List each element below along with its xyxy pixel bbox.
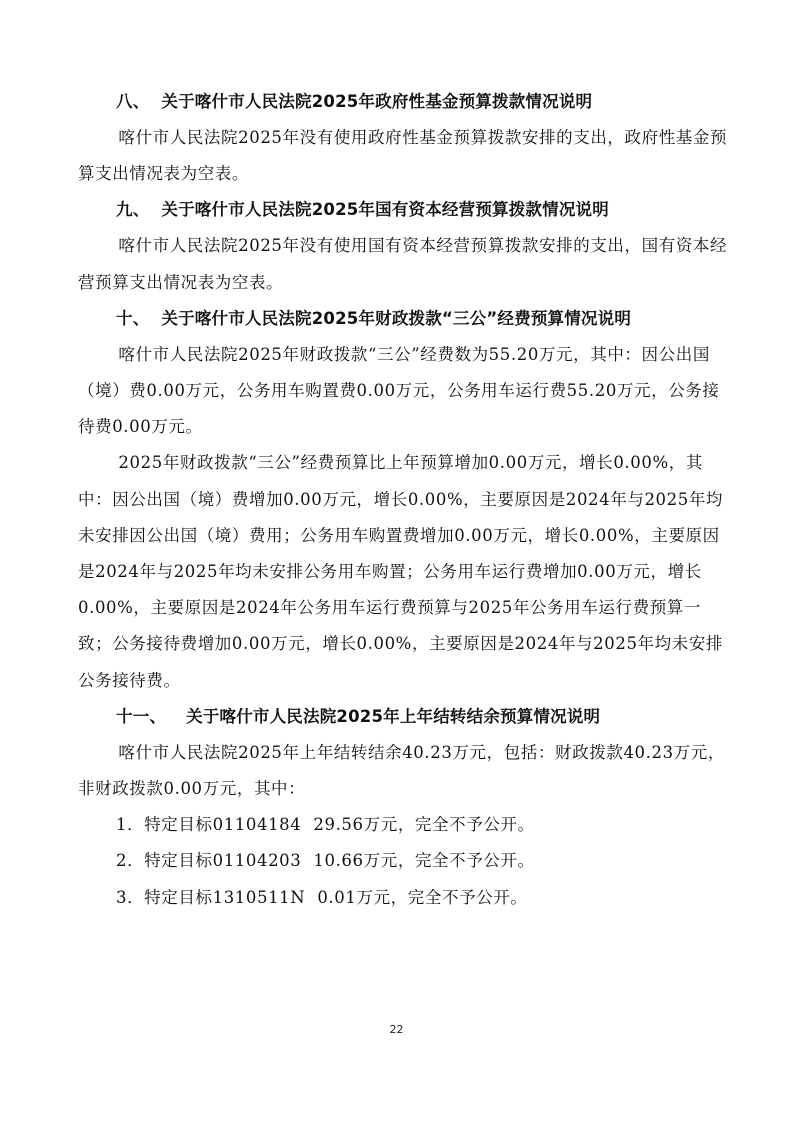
list-item <box>78 807 728 843</box>
paragraph: 喀什市人民法院2025年财政拨款“三公”经费数为55.20万元，其中：因公出国（境）费0.00万元，公务用车购置费0.00万元，公务用车运行费55.20万元，公务接待费0.00万元。 <box>78 344 720 437</box>
paragraph: 喀什市人民法院2025年没有使用政府性基金预算拨款安排的支出，政府性基金预算支出情况表为空表。 <box>78 128 728 184</box>
item-label: 3．特定目标1310511N <box>116 887 306 907</box>
item-label: 2．特定目标01104203 <box>116 851 302 871</box>
section-title: 关于喀什市人民法院2025年政府性基金预算拨款情况说明 <box>161 92 593 111</box>
list-item <box>78 843 728 879</box>
item-text: 0.01万元，完全不予公开。 <box>317 887 528 907</box>
item-text: 10.66万元，完全不予公开。 <box>313 851 535 871</box>
list-item <box>78 880 728 916</box>
item-text: 29.56万元，完全不予公开。 <box>313 815 535 835</box>
page-content <box>78 84 728 916</box>
section-heading-9 <box>78 192 728 228</box>
paragraph: 喀什市人民法院2025年上年结转结余40.23万元，包括：财政拨款40.23万元，非财政拨款0.00万元，其中： <box>78 742 725 799</box>
section-number: 十一、 <box>116 706 167 726</box>
section-heading-11 <box>78 699 728 735</box>
item-label: 1．特定目标01104184 <box>116 815 302 835</box>
page-number: 22 <box>389 1023 404 1036</box>
section-title: 关于喀什市人民法院2025年财政拨款“三公”经费预算情况说明 <box>161 308 632 328</box>
section-title: 关于喀什市人民法院2025年国有资本经营预算拨款情况说明 <box>161 200 609 220</box>
section-title: 关于喀什市人民法院2025年上年结转结余预算情况说明 <box>186 706 601 726</box>
section-number: 八、 <box>116 92 150 111</box>
section-heading-10 <box>78 301 728 337</box>
section-number: 九、 <box>116 200 150 220</box>
section-heading-8 <box>78 84 728 120</box>
section-number: 十、 <box>116 308 150 328</box>
paragraph: 2025年财政拨款“三公”经费预算比上年预算增加0.00万元，增长0.00%，其中：因公出国（境）费增加0.00万元，增长0.00%，主要原因是2024年与2025年均未安排因公出国（境）费用；公务用车购置费增加0.00万元，增长0.00%，主要原因是2024年与2025年均未安排公务用车购置；公务用车运行费增加0.00万元，增长0.00%，主要原因是2024年公务用车运行费预算与2025年公务用车运行费预算一致；公务接待费增加0.00万元，增长0.00%，主要原因是2024年与2025年均未安排公务接待费。 <box>78 453 724 690</box>
paragraph: 喀什市人民法院2025年没有使用国有资本经营预算拨款安排的支出，国有资本经营预算支出情况表为空表。 <box>78 236 728 292</box>
